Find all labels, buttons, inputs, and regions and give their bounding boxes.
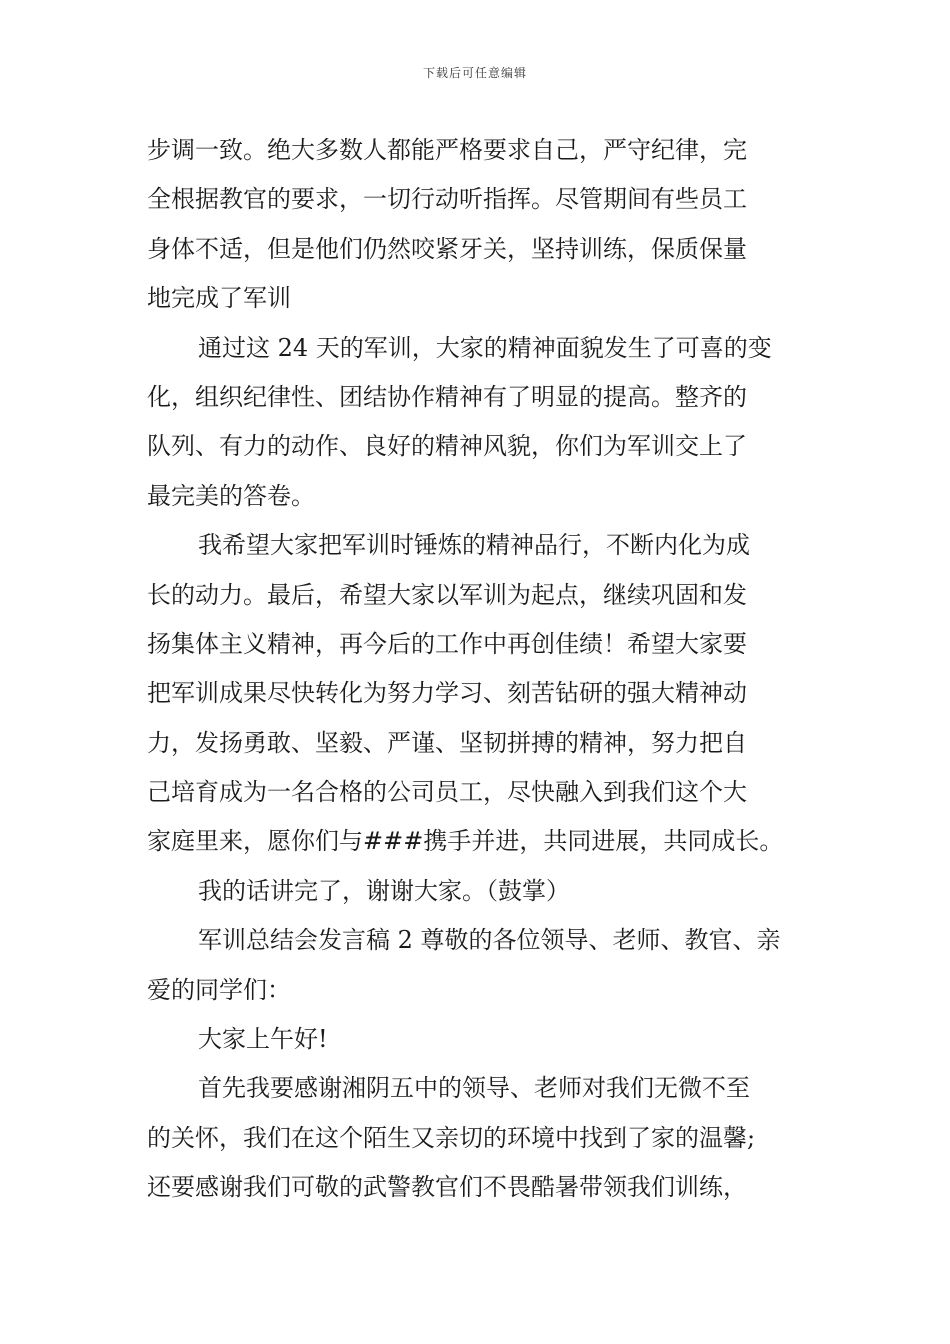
text-line: 扬集体主义精神，再今后的工作中再创佳绩！希望大家要 <box>147 629 747 658</box>
text-line: 爱的同学们： <box>147 975 291 1004</box>
paragraph-start-line: 我的话讲完了，谢谢大家。（鼓掌） <box>198 876 570 905</box>
text-line: 长的动力。最后，希望大家以军训为起点，继续巩固和发 <box>147 580 747 609</box>
text-line: 家庭里来，愿你们与###携手并进，共同进展，共同成长。 <box>147 827 784 856</box>
paragraph-start-line: 我希望大家把军训时锤炼的精神品行，不断内化为成 <box>198 531 750 560</box>
paragraph-start-line: 军训总结会发言稿 2 尊敬的各位领导、老师、教官、亲 <box>198 926 781 955</box>
paragraph-start-line: 大家上午好! <box>198 1025 328 1054</box>
text-line: 化，组织纪律性、团结协作精神有了明显的提高。整齐的 <box>147 382 747 411</box>
text-line: 己培育成为一名合格的公司员工，尽快融入到我们这个大 <box>147 778 747 807</box>
text-line: 队列、有力的动作、良好的精神风貌，你们为军训交上了 <box>147 432 747 461</box>
paragraph-start-line: 首先我要感谢湘阴五中的领导、老师对我们无微不至 <box>198 1074 750 1103</box>
text-line: 全根据教官的要求，一切行动听指挥。尽管期间有些员工 <box>147 185 747 214</box>
document-body <box>147 126 809 1213</box>
text-line: 把军训成果尽快转化为努力学习、刻苦钻研的强大精神动 <box>147 679 747 708</box>
text-line: 还要感谢我们可敬的武警教官们不畏酷暑带领我们训练， <box>147 1173 747 1202</box>
text-line: 身体不适，但是他们仍然咬紧牙关，坚持训练，保质保量 <box>147 234 747 263</box>
text-line: 地完成了军训 <box>147 284 291 313</box>
text-line: 步调一致。绝大多数人都能严格要求自己，严守纪律，完 <box>147 136 747 164</box>
text-line: 力，发扬勇敢、坚毅、严谨、坚韧拼搏的精神，努力把自 <box>147 728 747 757</box>
text-line: 最完美的答卷。 <box>147 481 315 510</box>
page-header: 下载后可任意编辑 <box>422 66 527 80</box>
text-line: 的关怀，我们在这个陌生又亲切的环境中找到了家的温馨; <box>147 1123 756 1152</box>
paragraph-start-line: 通过这 24 天的军训，大家的精神面貌发生了可喜的变 <box>198 333 772 362</box>
